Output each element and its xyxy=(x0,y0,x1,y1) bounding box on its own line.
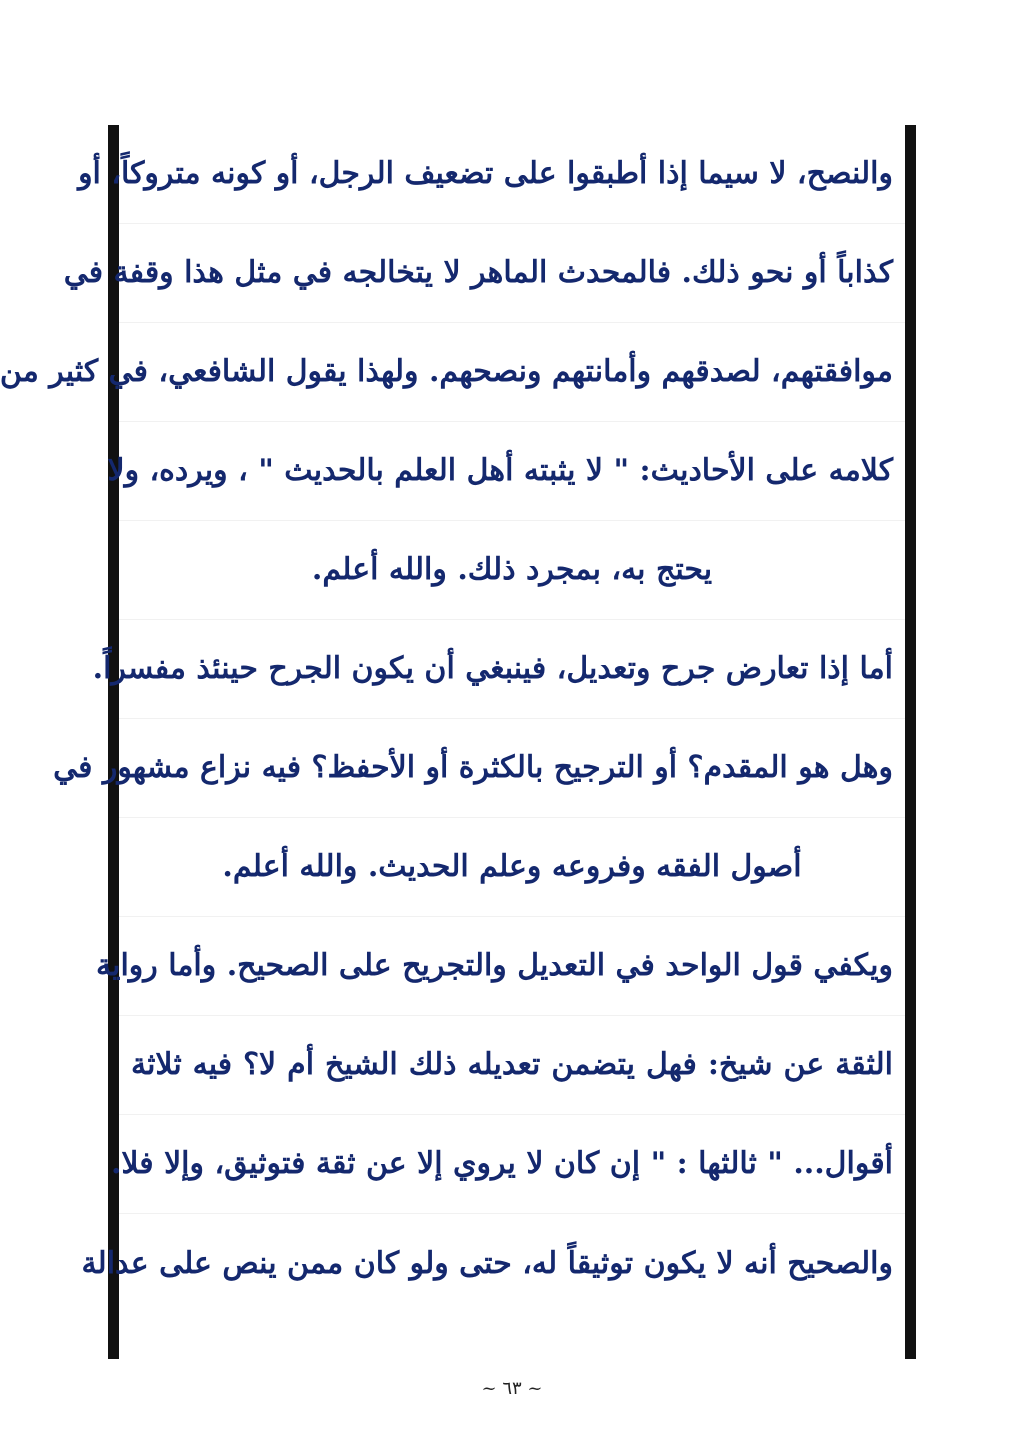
text-line xyxy=(107,422,905,521)
text-line xyxy=(78,125,905,224)
text-line xyxy=(96,917,905,1016)
text-line-content: موافقتهم، لصدقهم وأمانتهم ونصحهم. ولهذا يقول الشافعي، في كثير من xyxy=(0,354,893,389)
text-line-content: الثقة عن شيخ: فهل يتضمن تعديله ذلك الشيخ أم لا؟ فيه ثلاثة xyxy=(131,1047,893,1082)
text-line-content: ويكفي قول الواحد في التعديل والتجريح على الصحيح. وأما رواية xyxy=(96,948,893,983)
text-line xyxy=(0,323,905,422)
text-line-content: أصول الفقه وفروعه وعلم الحديث. والله أعلم. xyxy=(222,849,802,884)
page-number: ~ ٦٣ ~ xyxy=(481,1378,543,1399)
text-line-content: كذاباً أو نحو ذلك. فالمحدث الماهر لا يتخالجه في مثل هذا وقفة في xyxy=(63,255,893,290)
text-line xyxy=(92,620,905,719)
text-line-content: يحتج به، بمجرد ذلك. والله أعلم. xyxy=(311,552,713,587)
text-line xyxy=(119,818,905,917)
text-line xyxy=(81,1214,905,1313)
text-line-content: أما إذا تعارض جرح وتعديل، فينبغي أن يكون الجرح حينئذ مفسراً. xyxy=(92,651,893,686)
text-line xyxy=(119,1016,905,1115)
text-line xyxy=(119,521,905,620)
text-line-content: أقوال... " ثالثها : " إن كان لا يروي إلا عن ثقة فتوثيق، وإلا فلا. xyxy=(110,1146,893,1181)
right-border-bar xyxy=(905,125,916,1359)
page-text-block xyxy=(0,125,905,1359)
text-line xyxy=(110,1115,905,1214)
text-line xyxy=(53,719,905,818)
text-line-content: والنصح، لا سيما إذا أطبقوا على تضعيف الرجل، أو كونه متروكاً، أو xyxy=(78,156,893,191)
text-line-content: كلامه على الأحاديث: " لا يثبته أهل العلم بالحديث " ، ويرده، ولا xyxy=(107,453,893,488)
text-line-content: والصحيح أنه لا يكون توثيقاً له، حتى ولو كان ممن ينص على عدالة xyxy=(81,1245,893,1281)
text-line xyxy=(63,224,905,323)
text-line-content: وهل هو المقدم؟ أو الترجيح بالكثرة أو الأحفظ؟ فيه نزاع مشهور في xyxy=(53,750,893,785)
